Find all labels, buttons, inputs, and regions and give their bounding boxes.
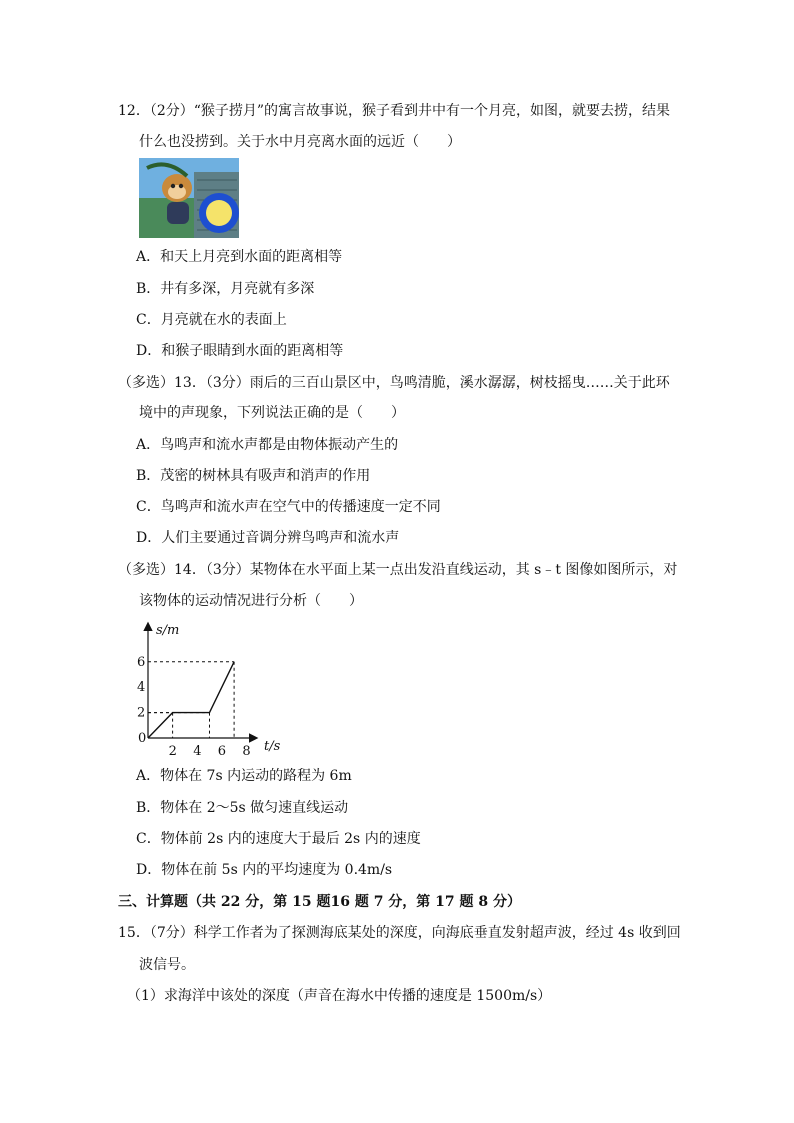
q15-subquestion-1: （1）求海洋中该处的深度（声音在海水中传播的速度是 1500m/s） xyxy=(127,988,552,1004)
x-tick-label: 2 xyxy=(168,744,177,759)
q13-option-b: B．茂密的树林具有吸声和消声的作用 xyxy=(136,468,371,484)
q12-stem-line2: 什么也没捞到。关于水中月亮离水面的远近（ ） xyxy=(139,134,461,150)
q13-stem-line1: （多选）13．（3分）雨后的三百山景区中，鸟鸣清脆，溪水潺潺，树枝摇曳……关于此环 xyxy=(118,375,670,391)
q13-option-a: A．鸟鸣声和流水声都是由物体振动产生的 xyxy=(136,437,399,453)
x-tick-label: 4 xyxy=(193,744,202,759)
q13-stem-line2: 境中的声现象，下列说法正确的是（ ） xyxy=(139,405,405,421)
s-t-graph xyxy=(134,618,294,760)
monkey-moon-illustration xyxy=(139,158,239,238)
section-heading: 三、计算题（共 22 分，第 15 题16 题 7 分，第 17 题 8 分） xyxy=(118,894,522,910)
y-axis-label: s/m xyxy=(156,623,180,638)
q14-stem-line2: 该物体的运动情况进行分析（ ） xyxy=(139,593,363,609)
q15-stem-line1: 15．（7分）科学工作者为了探测海底某处的深度，向海底垂直发射超声波，经过 4s 收到回 xyxy=(118,925,681,941)
q14-option-d: D．物体在前 5s 内的平均速度为 0.4m/s xyxy=(136,862,393,878)
q14-option-b: B．物体在 2～5s 做匀速直线运动 xyxy=(136,800,349,816)
q12-option-c: C．月亮就在水的表面上 xyxy=(136,312,287,328)
x-tick-label: 8 xyxy=(242,744,251,759)
q15-stem-line2: 波信号。 xyxy=(139,957,195,973)
q14-option-c: C．物体前 2s 内的速度大于最后 2s 内的速度 xyxy=(136,831,421,847)
q13-option-c: C．鸟鸣声和流水声在空气中的传播速度一定不同 xyxy=(136,499,441,515)
q13-option-d: D．人们主要通过音调分辨鸟鸣声和流水声 xyxy=(136,530,400,546)
origin-label: 0 xyxy=(138,731,147,746)
q12-option-a: A．和天上月亮到水面的距离相等 xyxy=(136,249,343,265)
x-tick-label: 6 xyxy=(217,744,227,759)
y-tick-label: 6 xyxy=(137,654,146,670)
q14-option-a: A．物体在 7s 内运动的路程为 6m xyxy=(136,768,352,784)
x-axis-label: t/s xyxy=(264,739,281,754)
s-t-series-line xyxy=(148,662,234,738)
y-tick-label: 2 xyxy=(137,705,146,721)
q12-option-b: B．井有多深，月亮就有多深 xyxy=(136,281,315,297)
q12-stem-line1: 12．（2分）“猴子捞月”的寓言故事说，猴子看到井中有一个月亮，如图，就要去捞，结果 xyxy=(118,103,671,119)
q14-stem-line1: （多选）14．（3分）某物体在水平面上某一点出发沿直线运动，其 s﹣t 图像如图所示，对 xyxy=(118,562,678,578)
q12-option-d: D．和猴子眼睛到水面的距离相等 xyxy=(136,343,344,359)
y-tick-label: 4 xyxy=(137,680,146,696)
